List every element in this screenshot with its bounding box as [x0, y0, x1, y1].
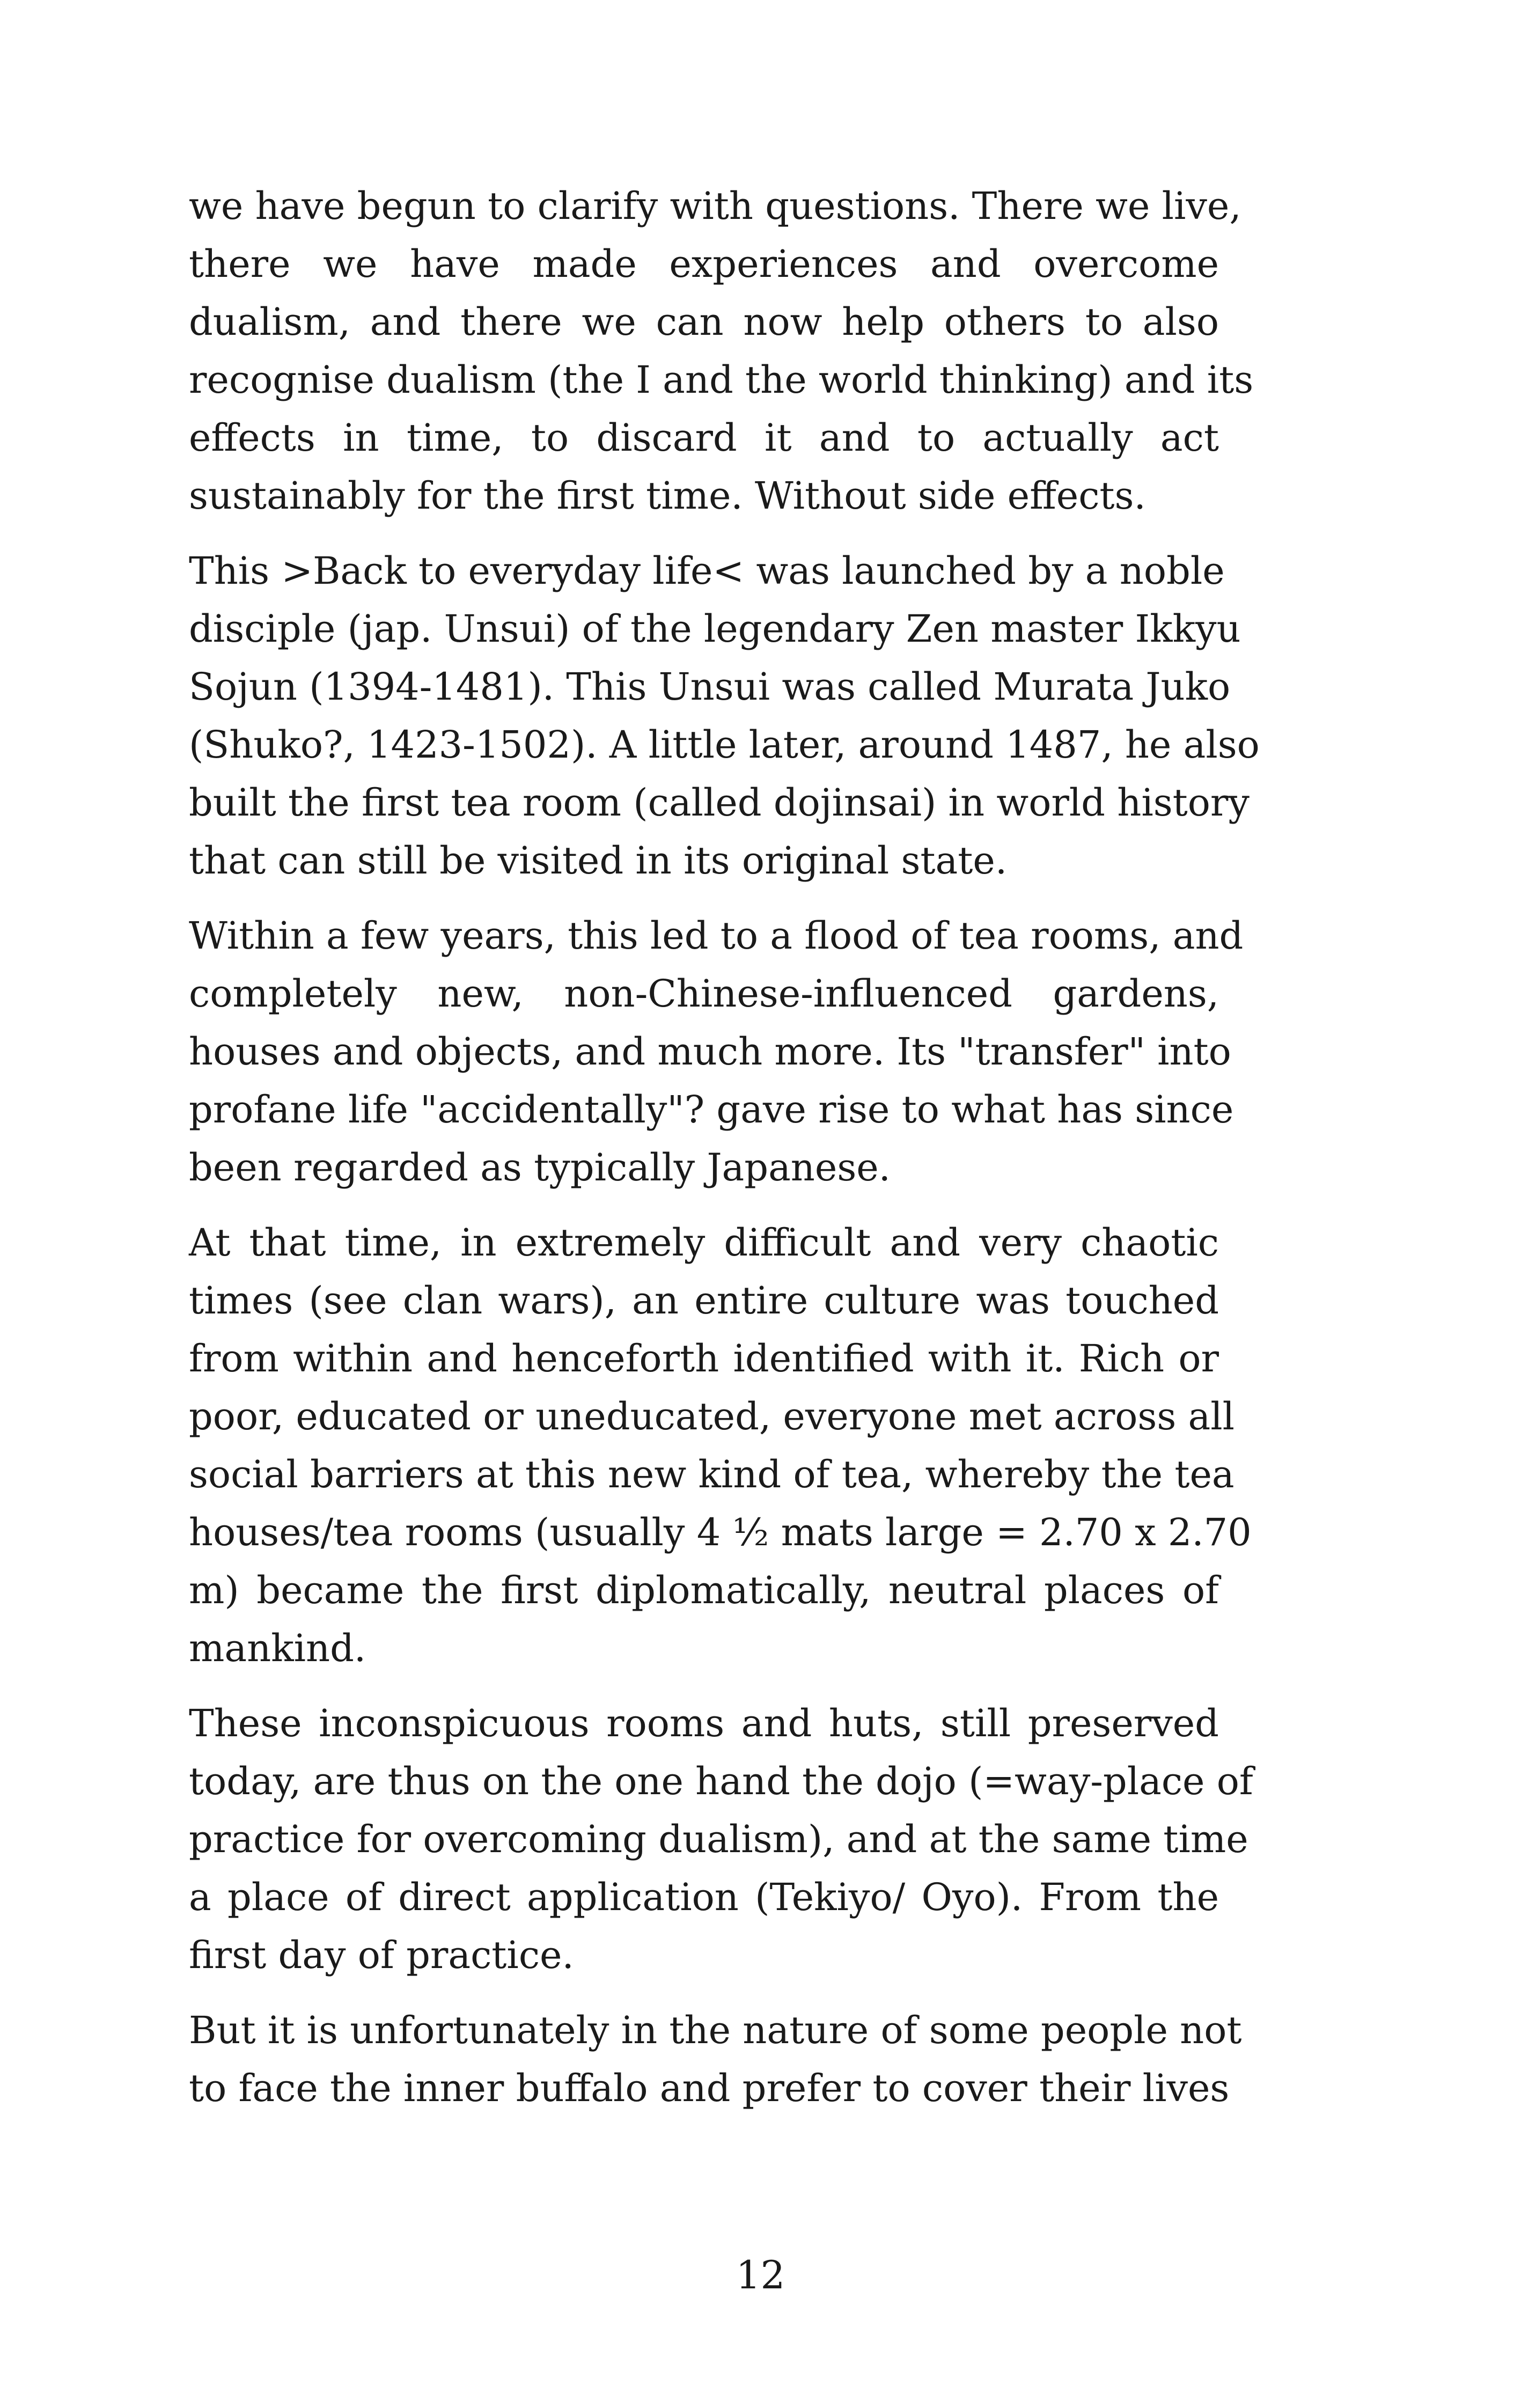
- paragraph: [189, 1694, 1253, 1984]
- text-line: These inconspicuous rooms and huts, still preserved: [189, 1701, 1219, 1745]
- text-line: disciple (jap. Unsui) of the legendary Zen master Ikkyu: [189, 607, 1241, 651]
- text-line: from within and henceforth identified with it. Rich or: [189, 1337, 1219, 1381]
- paragraph: [189, 907, 1244, 1196]
- text-line: mankind.: [189, 1626, 366, 1670]
- paragraph: [189, 177, 1254, 525]
- text-line: dualism, and there we can now help others to also: [189, 300, 1219, 344]
- text-line: recognise dualism (the I and the world thinking) and its: [189, 358, 1254, 402]
- text-line: But it is unfortunately in the nature of some people not: [189, 2008, 1242, 2052]
- paragraph: [189, 1214, 1252, 1677]
- text-line: to face the inner buffalo and prefer to cover their lives: [189, 2066, 1230, 2110]
- text-line: Sojun (1394-1481). This Unsui was called Murata Juko: [189, 665, 1231, 709]
- text-line: social barriers at this new kind of tea, whereby the tea: [189, 1452, 1235, 1496]
- text-line: we have begun to clarify with questions. There we live,: [189, 184, 1241, 228]
- text-line: sustainably for the first time. Without side effects.: [189, 474, 1146, 518]
- text-line: houses/tea rooms (usually 4 ½ mats large = 2.70 x 2.70: [189, 1510, 1252, 1554]
- text-line: effects in time, to discard it and to actually act: [189, 416, 1219, 460]
- body-text: [189, 177, 1260, 2134]
- text-line: practice for overcoming dualism), and at the same time: [189, 1817, 1248, 1861]
- text-line: This >Back to everyday life< was launched by a noble: [189, 549, 1225, 593]
- text-line: today, are thus on the one hand the dojo (=way-place of: [189, 1759, 1253, 1803]
- text-line: At that time, in extremely difficult and very chaotic: [189, 1221, 1219, 1265]
- text-line: there we have made experiences and overcome: [189, 242, 1219, 286]
- text-line: built the first tea room (called dojinsai) in world history: [189, 781, 1250, 825]
- text-line: m) became the first diplomatically, neutral places of: [189, 1568, 1219, 1612]
- text-line: times (see clan wars), an entire culture was touched: [189, 1279, 1219, 1323]
- text-line: profane life "accidentally"? gave rise to what has since: [189, 1088, 1234, 1132]
- page-number: 12: [736, 2252, 785, 2297]
- text-line: completely new, non-Chinese-influenced gardens,: [189, 972, 1219, 1016]
- text-line: (Shuko?, 1423-1502). A little later, around 1487, he also: [189, 723, 1260, 767]
- text-line: a place of direct application (Tekiyo/ Oyo). From the: [189, 1875, 1219, 1919]
- paragraph: [189, 2001, 1242, 2117]
- paragraph: [189, 542, 1260, 890]
- text-line: houses and objects, and much more. Its "transfer" into: [189, 1030, 1231, 1074]
- text-line: poor, educated or uneducated, everyone met across all: [189, 1394, 1235, 1438]
- text-line: Within a few years, this led to a flood of tea rooms, and: [189, 914, 1244, 958]
- text-line: been regarded as typically Japanese.: [189, 1146, 891, 1190]
- text-line: that can still be visited in its original state.: [189, 839, 1008, 883]
- text-line: first day of practice.: [189, 1933, 574, 1977]
